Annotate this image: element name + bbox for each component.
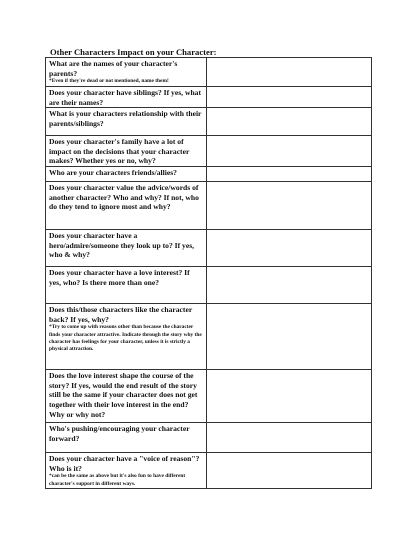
answer-cell[interactable] [207, 87, 372, 108]
question-cell [46, 108, 207, 136]
answer-cell[interactable] [207, 182, 372, 230]
question-cell [46, 87, 207, 108]
question-cell [46, 304, 207, 370]
table-row [46, 87, 372, 108]
question-text: Who's pushing/encouraging your character forward? [49, 424, 190, 443]
answer-cell[interactable] [207, 304, 372, 370]
question-text: Who are your characters friends/allies? [49, 168, 177, 178]
question-text: Does your character's family have a lot of impact on the decisions that your character makes? Whether yes or no, why? [49, 137, 190, 166]
question-cell [46, 453, 207, 489]
worksheet-table [45, 57, 372, 489]
question-cell [46, 370, 207, 423]
question-cell [46, 423, 207, 453]
answer-cell[interactable] [207, 58, 372, 87]
worksheet-title: Other Characters Impact on your Character: [50, 47, 217, 57]
question-cell [46, 167, 207, 182]
question-text: What is your characters relationship with their parents/siblings? [49, 109, 202, 128]
question-text: Does this/those characters like the character back? If yes, why? [49, 305, 193, 324]
table-row [46, 108, 372, 136]
table-row [46, 58, 372, 87]
question-cell [46, 58, 207, 87]
question-text: Does your character have siblings? If yes, what are their names? [49, 88, 202, 107]
table-row [46, 136, 372, 167]
question-text: Does your character have a love interest? If yes, who? Is there more than one? [49, 268, 190, 287]
question-note: *can be the same as above but it's also fun to have different character's support in different ways. [49, 473, 186, 487]
answer-cell[interactable] [207, 136, 372, 167]
answer-cell[interactable] [207, 167, 372, 182]
question-cell [46, 267, 207, 304]
answer-cell[interactable] [207, 267, 372, 304]
answer-cell[interactable] [207, 230, 372, 267]
table-row [46, 167, 372, 182]
question-text: Does your character value the advice/words of another character? Who and why? If not, who do they tend to ignore most and why? [49, 183, 199, 212]
question-cell [46, 230, 207, 267]
answer-cell[interactable] [207, 423, 372, 453]
table-row [46, 453, 372, 489]
answer-cell[interactable] [207, 453, 372, 489]
answer-cell[interactable] [207, 370, 372, 423]
table-row [46, 230, 372, 267]
question-note: *Even if they're dead or not mentioned, name them! [49, 78, 169, 85]
table-row [46, 267, 372, 304]
question-note: *Try to come up with reasons other than because the character finds your character attractive. Indicate through the story why the character has feelings for your character, unless it is strictly a physical attraction. [49, 324, 202, 352]
question-text: Does your character have a hero/admire/someone they look up to? If yes, who & why? [49, 231, 195, 260]
question-text: What are the names of your character's parents? [49, 59, 178, 78]
answer-cell[interactable] [207, 108, 372, 136]
table-row [46, 423, 372, 453]
question-text: Does the love interest shape the course of the story? If yes, would the end result of the story still be the same if your character does not get together with their love interest in the end? Why or why not? [49, 371, 198, 419]
table-row [46, 182, 372, 230]
question-cell [46, 136, 207, 167]
question-text: Does your character have a "voice of reason"? Who is it? [49, 454, 200, 473]
table-row [46, 304, 372, 370]
question-cell [46, 182, 207, 230]
table-row [46, 370, 372, 423]
